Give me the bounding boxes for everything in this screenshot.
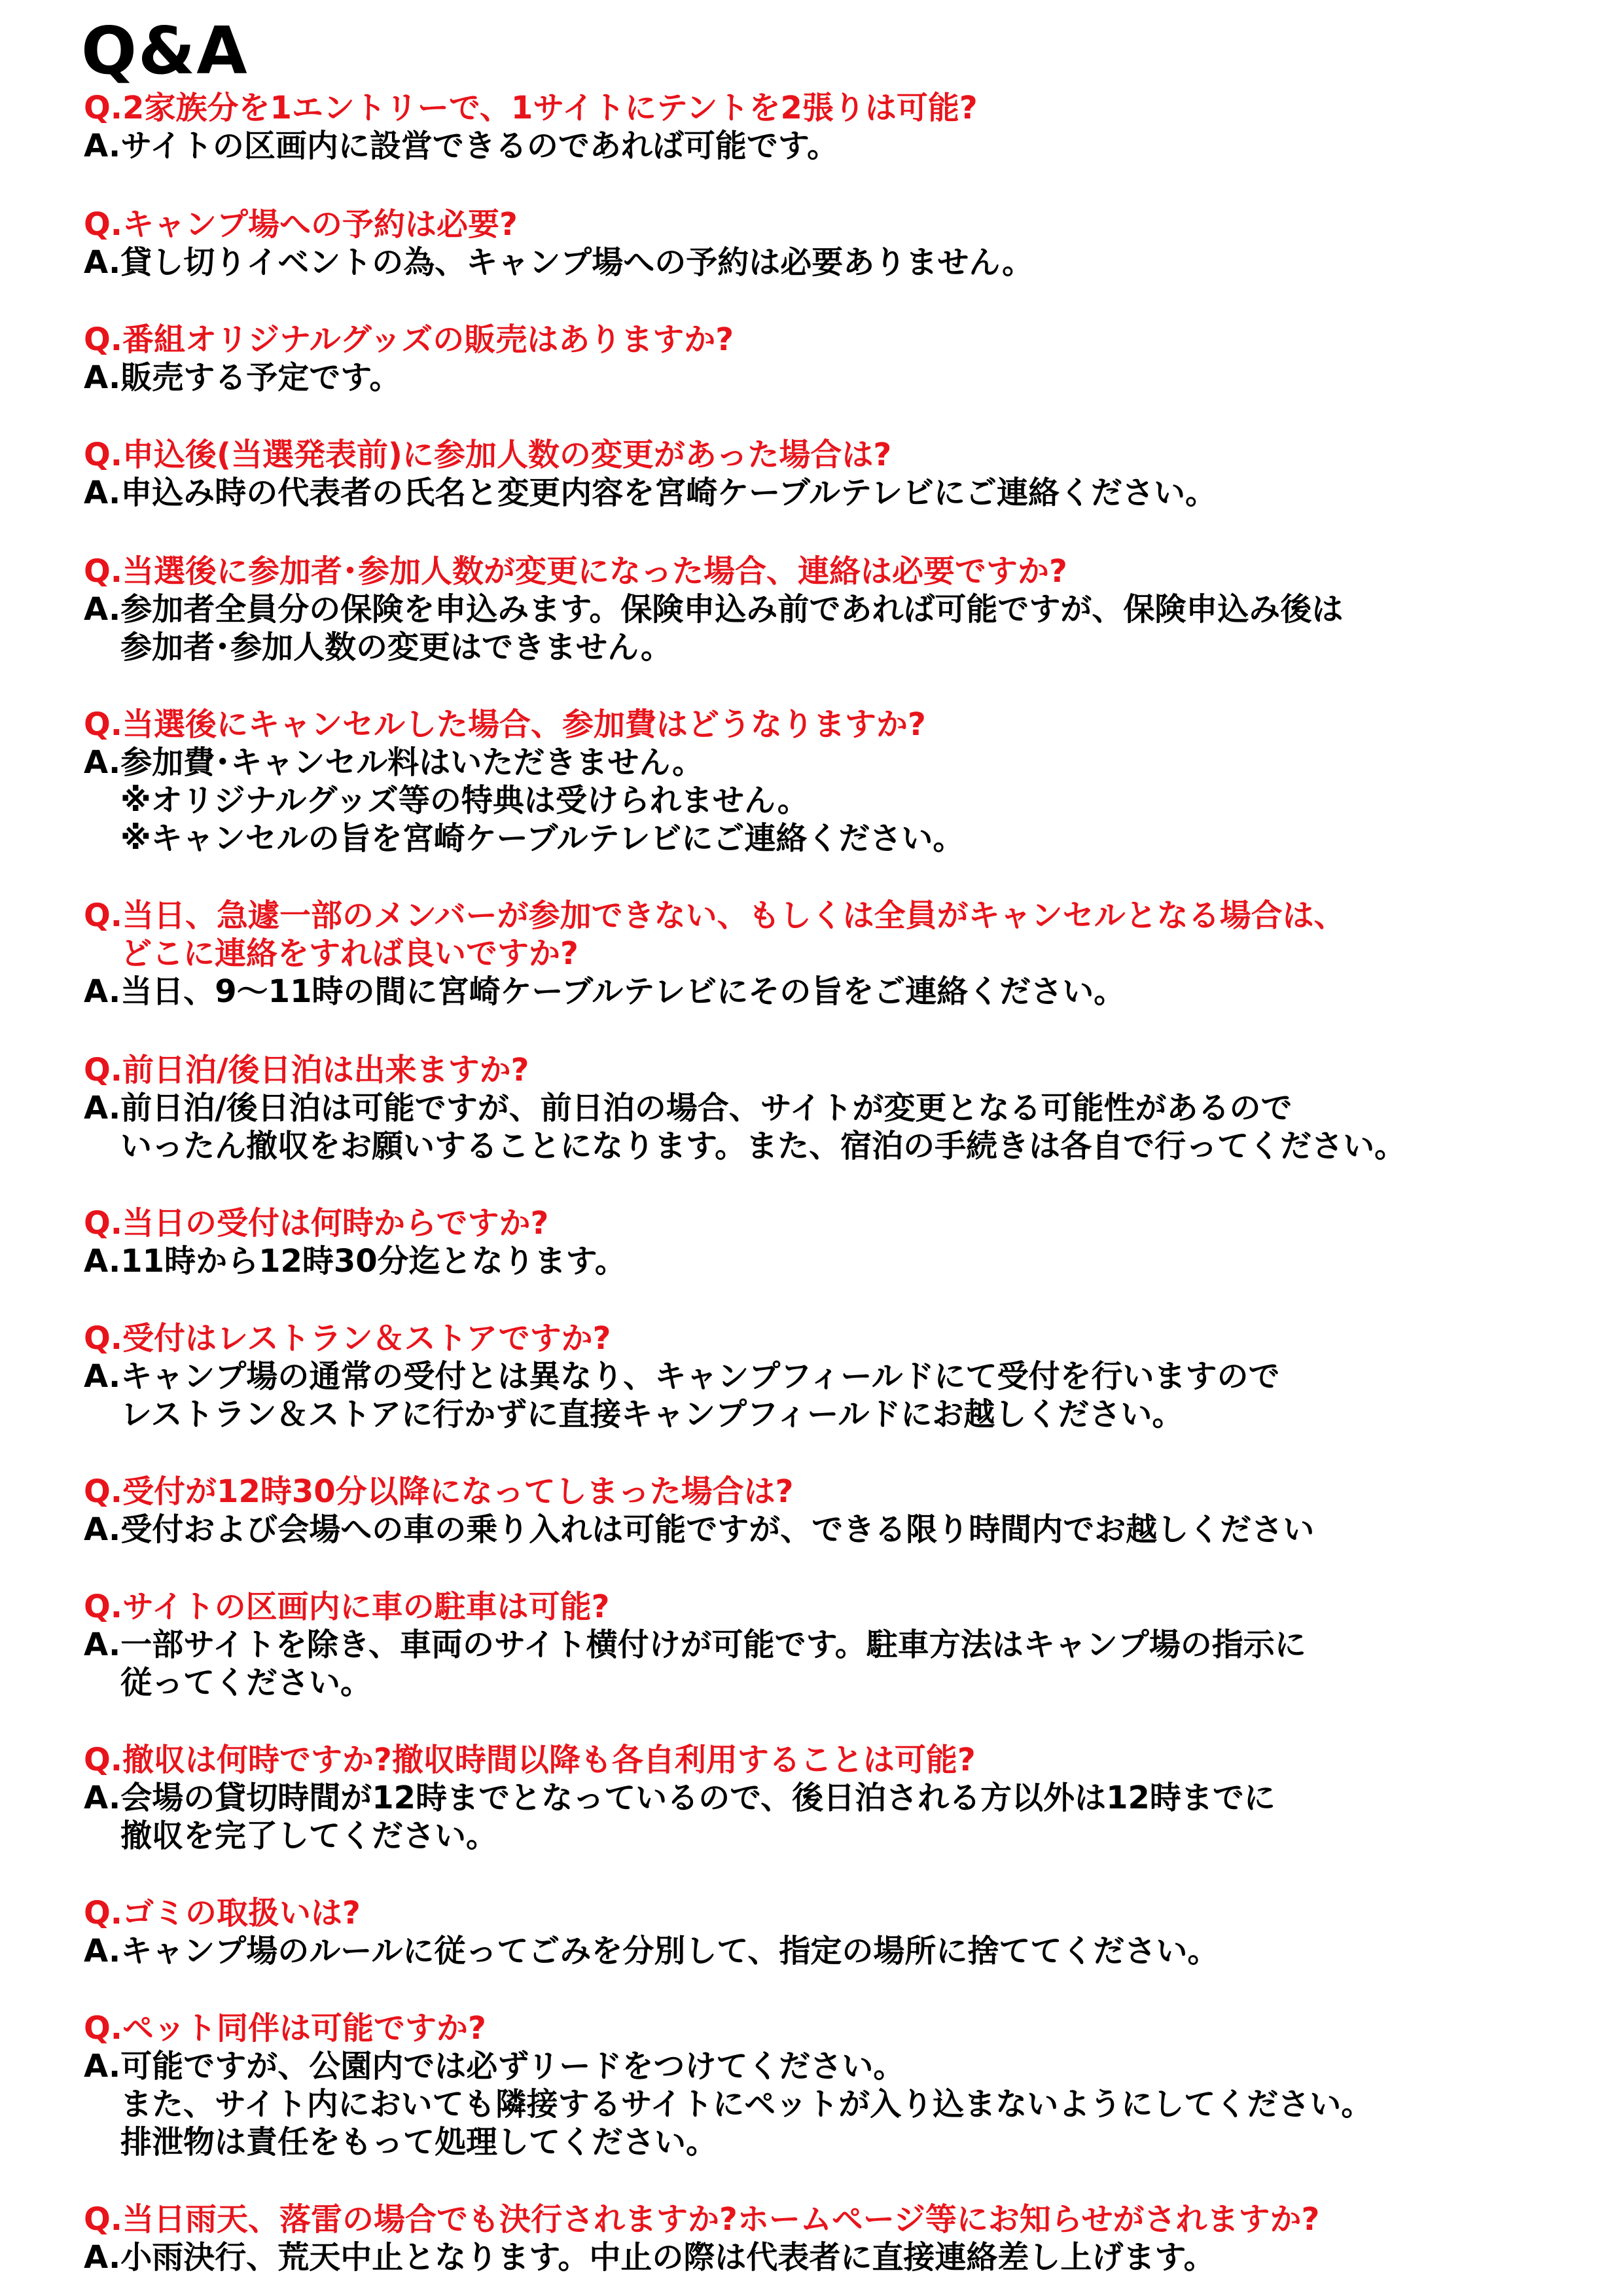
qa-item	[84, 552, 1615, 666]
answer	[84, 2238, 1615, 2276]
answer-line: 撤収を完了してください。	[120, 1818, 498, 1854]
qa-item	[84, 206, 1615, 281]
question	[84, 897, 1615, 973]
answer-line: また、サイト内においても隣接するサイトにペットが入り込まないようにしてください。	[120, 2086, 1373, 2123]
question-line: Q.番組オリジナルグッズの販売はありますか?	[84, 321, 734, 358]
page-title: Q&A	[81, 12, 249, 89]
answer-line: ※オリジナルグッズ等の特典は受けられません。	[120, 782, 809, 819]
answer	[84, 359, 1615, 397]
answer	[84, 1626, 1615, 1702]
answer	[84, 1089, 1615, 1165]
question-line: Q.当選後に参加者･参加人数が変更になった場合、連絡は必要ですか?	[84, 553, 1067, 590]
answer	[84, 127, 1615, 165]
answer	[84, 973, 1615, 1011]
answer-line: A.貸し切りイベントの為、キャンプ場への予約は必要ありません。	[84, 244, 1034, 281]
question	[84, 1319, 1615, 1357]
answer-line: 従ってください。	[120, 1664, 372, 1701]
question-line: Q.当日雨天、落雷の場合でも決行されますか?ホームページ等にお知らせがされますか?	[84, 2201, 1320, 2238]
question	[84, 706, 1615, 744]
qa-item	[84, 436, 1615, 512]
question	[84, 206, 1615, 243]
question	[84, 89, 1615, 127]
answer-line: A.可能ですが、公園内では必ずリードをつけてください。	[84, 2048, 905, 2085]
question-line: Q.ペット同伴は可能ですか?	[84, 2010, 486, 2047]
answer-line: A.参加費･キャンセル料はいただきません。	[84, 744, 704, 781]
qa-item	[84, 1588, 1615, 1702]
answer-line: 参加者･参加人数の変更はできません。	[120, 629, 672, 666]
answer	[84, 243, 1615, 281]
question-line: Q.サイトの区画内に車の駐車は可能?	[84, 1588, 610, 1625]
answer-line: A.11時から12時30分迄となります。	[84, 1243, 626, 1280]
answer-line: 排泄物は責任をもって処理してください。	[120, 2124, 718, 2161]
question	[84, 1473, 1615, 1511]
qa-item	[84, 897, 1615, 1011]
qa-item	[84, 1319, 1615, 1433]
question-line: Q.受付が12時30分以降になってしまった場合は?	[84, 1473, 794, 1510]
qa-item	[84, 1473, 1615, 1549]
qa-item	[84, 2200, 1615, 2276]
answer-line: いったん撤収をお願いすることになります。また、宿泊の手続きは各自で行ってください。	[120, 1128, 1406, 1164]
answer-line: A.申込み時の代表者の氏名と変更内容を宮崎ケーブルテレビにご連絡ください。	[84, 475, 1217, 511]
question-line: Q.ゴミの取扱いは?	[84, 1895, 361, 1931]
answer-line: A.サイトの区画内に設営できるのであれば可能です。	[84, 128, 839, 164]
answer	[84, 1242, 1615, 1280]
answer	[84, 590, 1615, 666]
qa-item	[84, 321, 1615, 397]
question-line: どこに連絡をすれば良いですか?	[120, 935, 579, 972]
answer	[84, 1511, 1615, 1549]
answer-line: A.一部サイトを除き、車両のサイト横付けが可能です。駐車方法はキャンプ場の指示に	[84, 1626, 1306, 1663]
answer-line: レストラン＆ストアに行かずに直接キャンプフィールドにお越しください。	[120, 1396, 1184, 1433]
answer-line: A.受付および会場への車の乗り入れは可能ですが、できる限り時間内でお越しください	[84, 1511, 1315, 1548]
answer	[84, 744, 1615, 857]
question-line: Q.当日、急遽一部のメンバーが参加できない、もしくは全員がキャンセルとなる場合は、	[84, 897, 1346, 934]
question-line: Q.2家族分を1エントリーで、1サイトにテントを2張りは可能?	[84, 90, 978, 126]
answer	[84, 1357, 1615, 1433]
question-line: Q.キャンプ場への予約は必要?	[84, 206, 518, 243]
question-line: Q.受付はレストラン＆ストアですか?	[84, 1320, 611, 1357]
answer-line: A.当日、9〜11時の間に宮崎ケーブルテレビにその旨をご連絡ください。	[84, 973, 1126, 1010]
question	[84, 1051, 1615, 1089]
answer-line: A.会場の貸切時間が12時までとなっているので、後日泊される方以外は12時までに	[84, 1780, 1275, 1816]
question	[84, 1588, 1615, 1626]
question	[84, 321, 1615, 359]
answer	[84, 474, 1615, 512]
question-line: Q.当日の受付は何時からですか?	[84, 1205, 549, 1242]
answer	[84, 1779, 1615, 1855]
question	[84, 1741, 1615, 1779]
answer-line: A.キャンプ場の通常の受付とは異なり、キャンプフィールドにて受付を行いますので	[84, 1358, 1280, 1395]
answer-line: A.小雨決行、荒天中止となります。中止の際は代表者に直接連絡差し上げます。	[84, 2239, 1215, 2276]
question	[84, 436, 1615, 474]
answer	[84, 1932, 1615, 1970]
answer-line: ※キャンセルの旨を宮崎ケーブルテレビにご連絡ください。	[120, 820, 965, 857]
answer-line: A.前日泊/後日泊は可能ですが、前日泊の場合、サイトが変更となる可能性があるので	[84, 1090, 1293, 1126]
qa-item	[84, 1051, 1615, 1165]
answer-line: A.参加者全員分の保険を申込みます。保険申込み前であれば可能ですが、保険申込み後は	[84, 591, 1344, 628]
answer-line: A.キャンプ場のルールに従ってごみを分別して、指定の場所に捨ててください。	[84, 1933, 1219, 1969]
qa-item	[84, 2009, 1615, 2161]
question	[84, 1894, 1615, 1932]
question	[84, 1204, 1615, 1242]
qa-item	[84, 89, 1615, 165]
question-line: Q.申込後(当選発表前)に参加人数の変更があった場合は?	[84, 437, 892, 473]
qa-item	[84, 1741, 1615, 1855]
question-line: Q.当選後にキャンセルした場合、参加費はどうなりますか?	[84, 706, 926, 743]
question	[84, 552, 1615, 590]
qa-item	[84, 1894, 1615, 1970]
question	[84, 2200, 1615, 2238]
answer-line: A.販売する予定です。	[84, 359, 401, 396]
qa-item	[84, 1204, 1615, 1280]
question-line: Q.撤収は何時ですか?撤収時間以降も各自利用することは可能?	[84, 1742, 976, 1778]
question-line: Q.前日泊/後日泊は出来ますか?	[84, 1052, 529, 1088]
answer	[84, 2047, 1615, 2161]
qa-item	[84, 706, 1615, 857]
question	[84, 2009, 1615, 2047]
